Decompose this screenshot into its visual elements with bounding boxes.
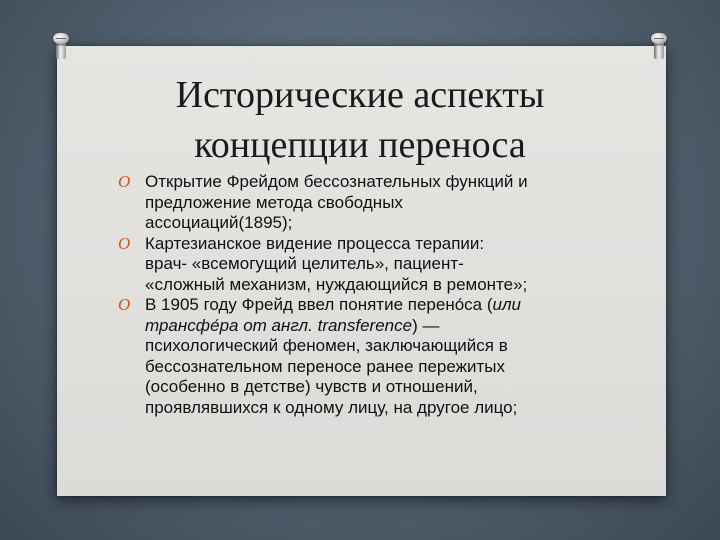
bullet-line: бессознательном переносе ранее пережитых	[145, 356, 506, 376]
bullet-line: (особенно в детстве) чувств и отношений,	[145, 377, 478, 396]
bullet-line: проявлявшихся к одному лицу, на другое лицо;	[145, 397, 518, 417]
bullet-text: В 1905 году Фрейд ввел понятие перено́са (	[145, 295, 493, 314]
bullet-line	[145, 316, 608, 337]
bullet-line	[145, 295, 608, 316]
screw-icon	[651, 33, 667, 59]
slide-title	[0, 70, 720, 170]
title-line: Исторические аспекты	[175, 74, 545, 116]
bullet-line: Картезианское видение процесса терапии:	[145, 233, 485, 253]
bullet-marker-icon: O	[118, 233, 131, 253]
bullet-list	[118, 172, 608, 418]
bullet-line: Открытие Фрейдом бессознательных функций и	[145, 172, 528, 191]
bullet-line: психологический феномен, заключающийся в	[145, 336, 508, 355]
screw-icon	[53, 33, 69, 59]
title-line: концепции переноса	[194, 124, 526, 166]
bullet-item	[118, 234, 608, 296]
bullet-line: врач- «всемогущий целитель», пациент-	[145, 254, 464, 273]
bullet-item	[118, 172, 608, 234]
bullet-marker-icon: O	[118, 295, 131, 314]
bullet-line: ассоциаций(1895);	[145, 213, 293, 232]
bullet-italic-text: или	[492, 295, 521, 314]
bullet-item	[118, 295, 608, 418]
bullet-marker-icon: O	[118, 172, 131, 191]
bullet-line: предложение метода свободных	[145, 192, 403, 212]
bullet-line: «сложный механизм, нуждающийся в ремонте»;	[145, 274, 528, 294]
bullet-text: ) —	[412, 315, 440, 335]
bullet-italic-text: трансфе́ра от англ. transference	[145, 315, 413, 335]
